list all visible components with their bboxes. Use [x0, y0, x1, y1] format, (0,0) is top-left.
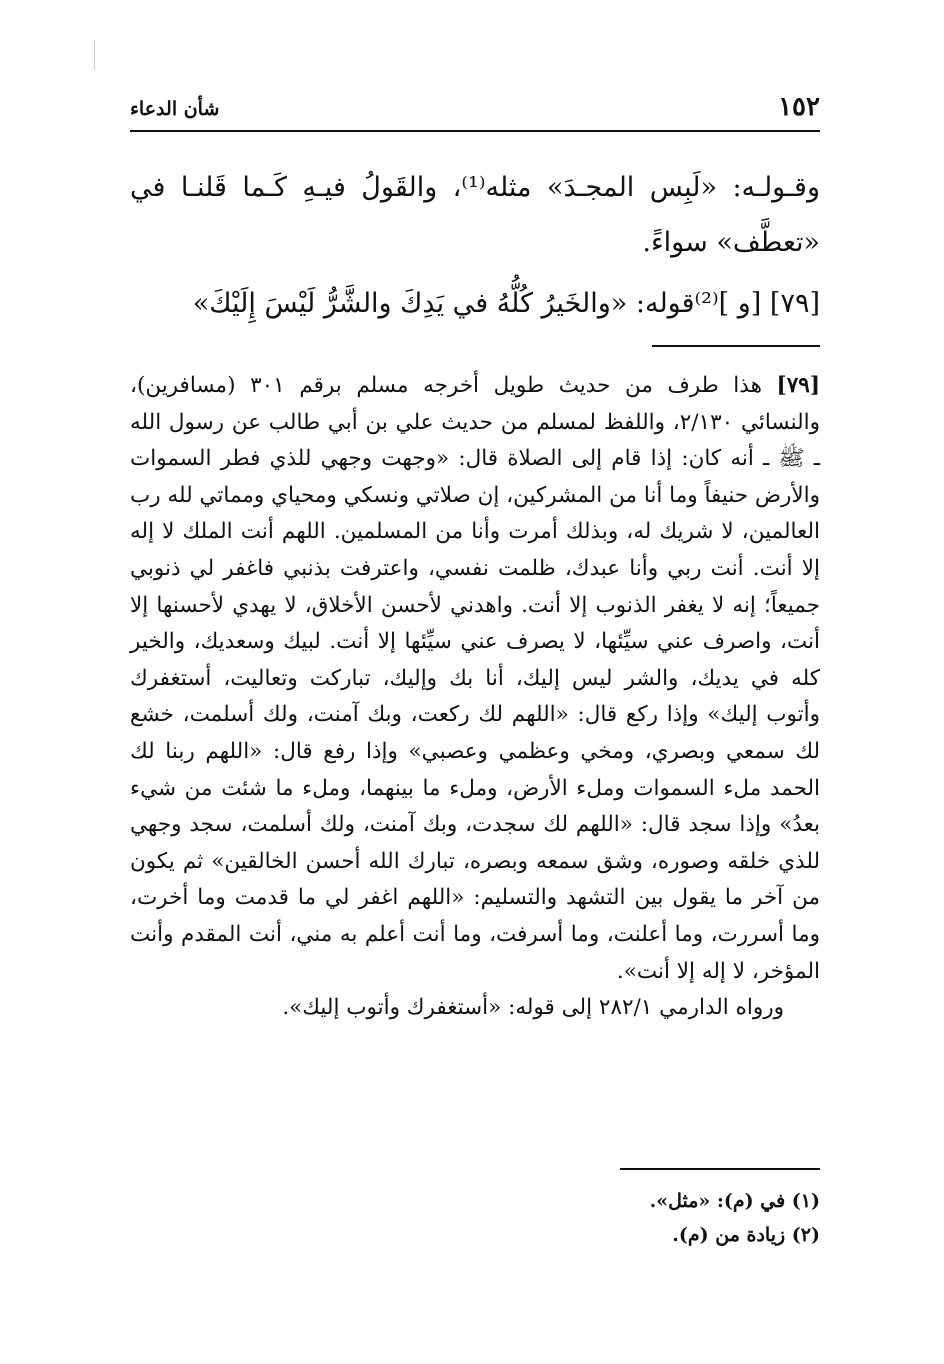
footnote-1: (١) في (م): «مثل». — [649, 1190, 820, 1212]
main-text — [130, 160, 820, 331]
commentary-body — [130, 368, 820, 990]
commentary — [130, 368, 820, 1027]
commentary-text: هذا طرف من حديث طويل أخرجه مسلم برقم ٣٠١ (مسافرين)، والنسائي ٢/١٣٠، واللفظ لمسلم من حديث علي بن أبي طالب عن رسول الله ـ ﷺ ـ أنه كان: إذا قام إلى الصلاة قال: «وجهت وجهي للذي فطر السموات والأرض حنيفاً وما أنا من المشركين، إن صلاتي ونسكي ومحياي ومماتي لله رب العالمين، لا شريك له، وبذلك أمرت وأنا من المسلمين. اللهم أنت الملك لا إله إلا أنت. أنت ربي وأنا عبدك، ظلمت نفسي، واعترفت بذنبي فاغفر لي ذنوبي جميعاً؛ إنه لا يغفر الذنوب إلا أنت. واهدني لأحسن الأخلاق، لا يهدي لأحسنها إلا أنت، واصرف عني سيِّئها، لا يصرف عني سيِّئها إلا أنت. لبيك وسعديك، والخير كله في يديك، والشر ليس إليك، أنا بك وإليك، تباركت وتعاليت، أستغفرك وأتوب إليك» وإذا ركع قال: «اللهم لك ركعت، وبك آمنت، ولك أسلمت، خشع لك سمعي وبصري، ومخي وعظمي وعصبي» وإذا رفع قال: «اللهم ربنا لك الحمد ملء السموات وملء الأرض، وملء ما بينهما، وملء ما شئت من شيء بعدُ» وإذا سجد قال: «اللهم لك سجدت، وبك آمنت، ولك أسلمت، سجد وجهي للذي خلقه وصوره، وشق سمعه وبصره، تبارك الله أحسن الخالقين» ثم يكون من آخر ما يقول بين التشهد والتسليم: «اللهم اغفر لي ما قدمت وما أخرت، وما أسررت، وما أعلنت، وما أسرفت، وما أنت أعلم به مني، أنت المقدم وأنت المؤخر، لا إله إلا أنت». — [130, 373, 820, 984]
main-paragraph-1: وقـولـه: «لَبِس المجـدَ» مثله⁽¹⁾، والقَولُ فيـهِ كَـما قَلنـا في «تعطَّف» سواءً. — [130, 172, 820, 258]
running-title: شأن الدعاء — [130, 98, 220, 120]
commentary-last-line: ورواه الدارمي ٢٨٢/١ إلى قوله: «أستغفرك وأتوب إليك». — [282, 995, 784, 1021]
footnote-2: (٢) زيادة من (م). — [672, 1224, 820, 1246]
scan-margin-mark — [94, 40, 95, 70]
running-header — [130, 92, 820, 132]
footnotes — [420, 1184, 820, 1252]
footnotes-separator — [620, 1168, 820, 1170]
commentary-separator — [652, 345, 820, 347]
main-paragraph-2: [٧٩] [و ]⁽²⁾قوله: «والخَيرُ كُلُّهُ في يَدِكَ والشَّرُّ لَيْسَ إِلَيْكَ» — [192, 288, 820, 319]
page-number: ١٥٢ — [778, 92, 820, 122]
commentary-tag: [٧٩] — [776, 373, 820, 398]
